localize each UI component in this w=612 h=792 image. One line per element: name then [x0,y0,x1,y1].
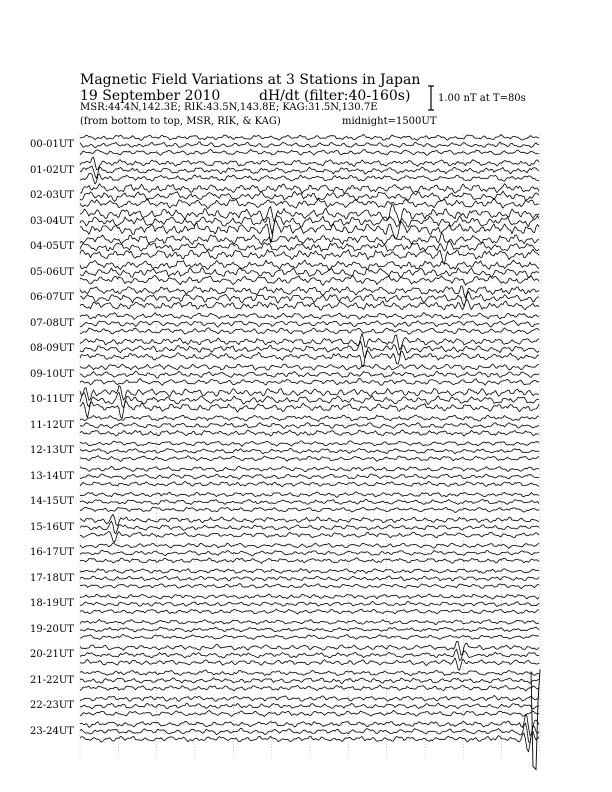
hour-row-label: 15-16UT [30,521,74,533]
hour-row-label: 04-05UT [30,241,74,252]
hour-row-label: 07-08UT [30,317,74,329]
hour-row-label: 09-10UT [30,368,74,380]
trace-line-kag [80,594,539,599]
trace-line-msr [80,378,539,385]
trace-line-msr [80,532,539,543]
stations-info: MSR:44.4N,142.3E; RIK:43.5N,143.8E; KAG:31.5N,130.7E [80,102,378,113]
trace-line-msr [80,635,539,640]
hour-row-label: 18-19UT [30,598,74,609]
trace-line-rik [80,241,539,252]
trace-line-msr [80,299,539,310]
trace-line-rik [80,166,539,179]
trace-line-kag [80,415,539,421]
station-order-note: (from bottom to top, MSR, RIK, & KAG) [80,116,281,127]
trace-line-msr [80,507,539,512]
hour-row-label: 19-20UT [30,623,74,635]
hour-row-label: 02-03UT [30,190,74,201]
trace-line-rik [80,341,539,358]
trace-line-kag [80,569,539,574]
hour-row-label: 23-24UT [30,725,74,737]
trace-line-msr [80,173,539,184]
trace-line-kag [80,441,539,447]
trace-line-msr [80,351,539,367]
trace-line-rik [80,268,539,278]
trace-line-rik [80,321,539,328]
hour-row-label: 22-23UT [30,700,74,711]
trace-line-rik [80,292,539,306]
hour-row-label: 08-09UT [30,343,74,354]
trace-line-kag [80,670,539,676]
trace-line-kag [80,620,539,625]
trace-line-msr [80,658,539,670]
hour-row-label: 05-06UT [30,266,74,278]
hour-row-label: 16-17UT [30,547,74,558]
hour-row-label: 01-02UT [30,164,74,176]
trace-line-msr [80,731,539,751]
midnight-note: midnight=1500UT [342,116,437,127]
trace-line-msr [80,584,539,589]
trace-line-rik [80,215,539,234]
trace-line-kag [80,313,539,320]
hour-row-label: 20-21UT [30,649,74,660]
trace-line-kag [80,466,539,472]
hour-row-label: 03-04UT [30,215,74,227]
hour-row-label: 12-13UT [30,445,74,456]
chart-date: 19 September 2010 [80,88,221,104]
hour-row-label: 11-12UT [30,419,74,431]
trace-line-rik [80,142,539,148]
hour-row-label: 06-07UT [30,292,74,303]
chart-title: Magnetic Field Variations at 3 Stations in Japan [80,72,421,88]
hour-row-label: 10-11UT [30,394,74,405]
hour-row-label: 21-22UT [30,674,74,686]
trace-line-rik [80,448,539,454]
chart-subtitle: dH/dt (filter:40-160s) [259,88,411,104]
trace-line-msr [80,275,539,285]
trace-line-kag [80,492,539,498]
hour-row-label: 13-14UT [30,470,74,482]
hour-row-label: 00-01UT [30,139,74,150]
hour-row-label: 14-15UT [30,496,74,507]
scale-label: 1.00 nT at T=80s [438,93,526,104]
trace-line-kag [80,233,539,245]
trace-line-msr [80,249,539,263]
trace-line-kag [80,641,539,655]
trace-event-spike [531,670,540,770]
hour-row-label: 17-18UT [30,572,74,584]
trace-line-kag [80,364,539,370]
trace-line-rik [80,499,539,504]
